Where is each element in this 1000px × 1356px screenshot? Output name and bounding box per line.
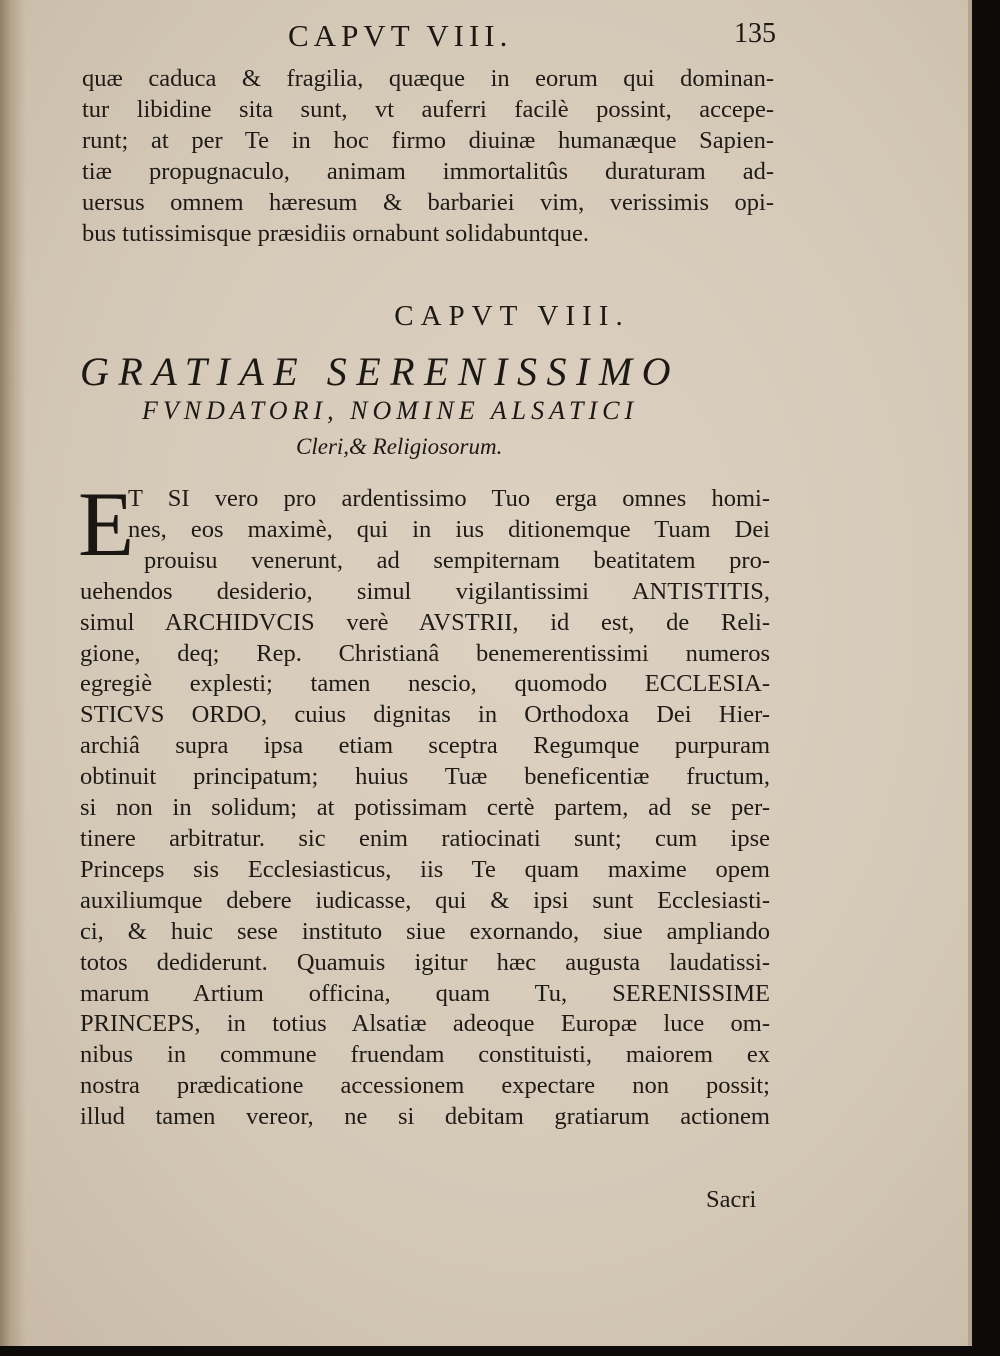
text-line: gione, deq; Rep. Christianâ benemerentissimi numeros bbox=[80, 639, 770, 667]
text-line: si non in solidum; at potissimam certè partem, ad se per- bbox=[80, 794, 770, 822]
catchword: Sacri bbox=[706, 1186, 757, 1213]
text-line: totos dediderunt. Quamuis igitur hæc augusta laudatissi- bbox=[80, 948, 770, 976]
chapter-heading: CAPVT VIII. bbox=[394, 300, 630, 332]
text-line: archiâ supra ipsa etiam sceptra Regumque purpuram bbox=[80, 732, 770, 760]
running-title: CAPVT VIII. bbox=[288, 18, 513, 53]
text-line: nostra prædicatione accessionem expectare non possit; bbox=[80, 1072, 770, 1100]
text-line: STICVS ORDO, cuius dignitas in Orthodoxa Dei Hier- bbox=[80, 701, 770, 729]
text-line: uehendos desiderio, simul vigilantissimi ANTISTITIS, bbox=[80, 577, 770, 605]
page-spine-shadow bbox=[0, 0, 26, 1346]
text-line: auxiliumque debere iudicasse, qui & ipsi sunt Ecclesiasti- bbox=[80, 886, 770, 914]
text-line: illud tamen vereor, ne si debitam gratiarum actionem bbox=[80, 1103, 770, 1131]
section-title-line-3: Cleri,& Religiosorum. bbox=[296, 434, 503, 459]
text-line: nibus in commune fruendam constituisti, maiorem ex bbox=[80, 1041, 770, 1069]
text-line: uersus omnem hæresum & barbariei vim, verissimis opi- bbox=[82, 188, 774, 216]
continued-text-block bbox=[82, 64, 774, 249]
text-line: quæ caduca & fragilia, quæque in eorum qui dominan- bbox=[82, 65, 774, 92]
text-line: ci, & huic sese instituto siue exornando, siue ampliando bbox=[80, 917, 770, 945]
page-edge bbox=[968, 0, 972, 1346]
text-line: simul ARCHIDVCIS verè AVSTRII, id est, de Reli- bbox=[80, 608, 770, 636]
section-title-line-2: FVNDATORI, NOMINE ALSATICI bbox=[142, 396, 639, 425]
page-number: 135 bbox=[734, 18, 776, 49]
body-text-block bbox=[78, 473, 770, 1133]
text-line: tiæ propugnaculo, animam immortalitûs duraturam ad- bbox=[82, 157, 774, 185]
text-line: PRINCEPS, in totius Alsatiæ adeoque Europæ luce om- bbox=[80, 1010, 770, 1038]
text-line: nes, eos maximè, qui in ius ditionemque Tuam Dei bbox=[128, 515, 770, 543]
drop-cap: E bbox=[78, 473, 135, 575]
text-line: tinere arbitratur. sic enim ratiocinati sunt; cum ipse bbox=[80, 824, 770, 852]
text-line: obtinuit principatum; huius Tuæ beneficentiæ fructum, bbox=[80, 763, 770, 791]
text-line: tur libidine sita sunt, vt auferri facilè possint, accepe- bbox=[82, 95, 774, 123]
section-title-line-1: GRATIAE SERENISSIMO bbox=[80, 349, 681, 394]
text-line: bus tutissimisque præsidiis ornabunt solidabuntque. bbox=[82, 219, 590, 247]
text-line: egregiè explesti; tamen nescio, quomodo ECCLESIA- bbox=[80, 670, 770, 698]
text-line: prouisu venerunt, ad sempiternam beatitatem pro- bbox=[144, 546, 770, 574]
text-line: Princeps sis Ecclesiasticus, iis Te quam maxime opem bbox=[80, 855, 770, 883]
text-line: runt; at per Te in hoc firmo diuinæ humanæque Sapien- bbox=[82, 126, 774, 154]
text-line: T SI vero pro ardentissimo Tuo erga omnes homi- bbox=[128, 485, 770, 512]
text-line: marum Artium officina, quam Tu, SERENISSIME bbox=[80, 979, 770, 1007]
page-header bbox=[0, 18, 972, 58]
